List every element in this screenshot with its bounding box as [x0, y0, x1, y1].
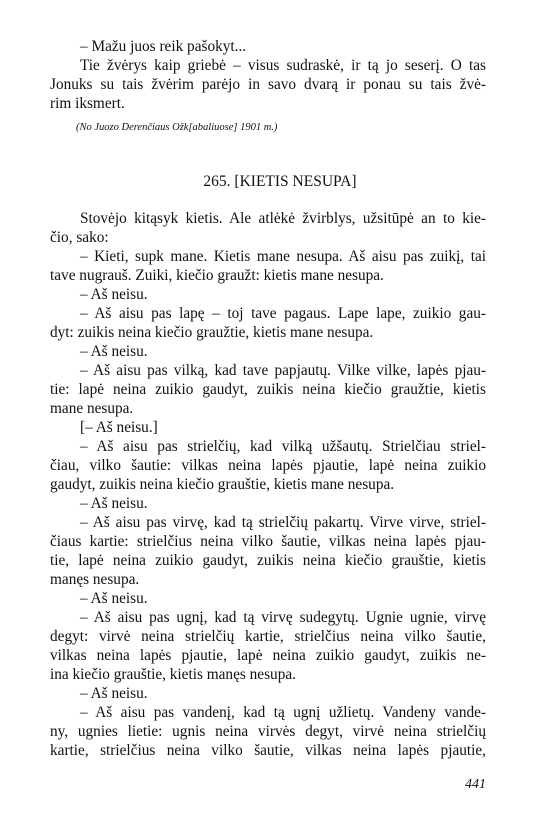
tale-line: tave nugrauš. Zuiki, kiečio graužt: kietis mane nesupa. [50, 267, 384, 284]
tale-line: – Aš aisu pas vilką, kad tave papjautų. Vilke vilke, lapės pjau- [80, 362, 486, 379]
tale-line: – Aš aisu pas vandenį, kad tą ugnį užlietų. Vandeny vande- [80, 704, 486, 721]
tale-line: tie: lapė neina zuikio gaudyt, zuikis neina kiečio graužtie, kietis [50, 381, 486, 398]
tale-line: – Aš aisu pas ugnį, kad tą virvę sudegytų. Ugnie ugnie, virvę [80, 609, 486, 626]
tale-line: – Aš neisu. [80, 590, 148, 607]
intro-line: Tie žvėrys kaip griebė – visus sudraskė, ir tą jo seserį. O tas [80, 57, 486, 74]
tale-line: – Aš neisu. [80, 685, 148, 702]
tale-line: – Aš aisu pas strielčių, kad vilką užšautų. Strielčiau striel- [80, 438, 486, 455]
tale-line: [– Aš neisu.] [80, 419, 158, 436]
tale-line: – Aš aisu pas lapę – toj tave pagaus. Lape lape, zuikio gau- [80, 305, 486, 322]
tale-line: čiau, vilko šautie: vilkas neina lapės pjautie, lapė neina zuikio [50, 457, 486, 474]
tale-line: vilkas neina lapės pjautie, lapė neina zuikio gaudyt, zuikis ne- [50, 647, 486, 664]
source-citation: (No Juozo Derenčiaus Ožk[abaliuose] 1901 m.) [76, 122, 278, 133]
tale-line: tie, lapė neina zuikio gaudyt, zuikis neina kiečio grauštie, kietis [50, 552, 486, 569]
tale-line: – Aš aisu pas virvę, kad tą strielčių pakartų. Virve virve, striel- [80, 514, 486, 531]
tale-line: ina kiečio grauštie, kietis manęs nesupa. [50, 666, 296, 683]
tale-line: gaudyt, zuikis neina kiečio grauštie, kietis mane nesupa. [50, 476, 395, 493]
intro-line: – Mažu juos reik pašokyt... [80, 38, 247, 55]
tale-line: – Aš neisu. [80, 343, 148, 360]
tale-line: – Aš neisu. [80, 495, 148, 512]
tale-line: Stovėjo kitąsyk kietis. Ale atlėkė žvirblys, užsitūpė an to kie- [80, 210, 486, 227]
tale-line: manęs nesupa. [50, 571, 140, 588]
tale-line: dyt: zuikis neina kiečio graužtie, kietis mane nesupa. [50, 324, 374, 341]
intro-line: Jonuks su tais žvėrim parėjo in savo dvarą ir ponau su tais žvė- [50, 76, 486, 93]
intro-line: rim iksmert. [50, 95, 125, 112]
tale-line: degyt: virvė neina strielčių kartie, strielčius neina vilko šautie, [50, 628, 486, 645]
tale-line: čio, sako: [50, 229, 109, 246]
tale-line: kartie, strielčius neina vilko šautie, vilkas neina lapės pjautie, [50, 742, 486, 759]
tale-line: mane nesupa. [50, 400, 134, 417]
tale-line: čiaus kartie: strielčius neina vilko šautie, vilkas neina lapės pjau- [50, 533, 486, 550]
tale-line: – Kieti, supk mane. Kietis mane nesupa. Aš aisu pas zuikį, tai [80, 248, 486, 265]
tale-title: 265. [KIETIS NESUPA] [203, 173, 357, 190]
tale-line: – Aš neisu. [80, 286, 148, 303]
tale-line: ny, ugnies lietie: ugnis neina virvės degyt, virvė neina strielčių [50, 723, 486, 740]
page-number: 441 [465, 777, 486, 792]
